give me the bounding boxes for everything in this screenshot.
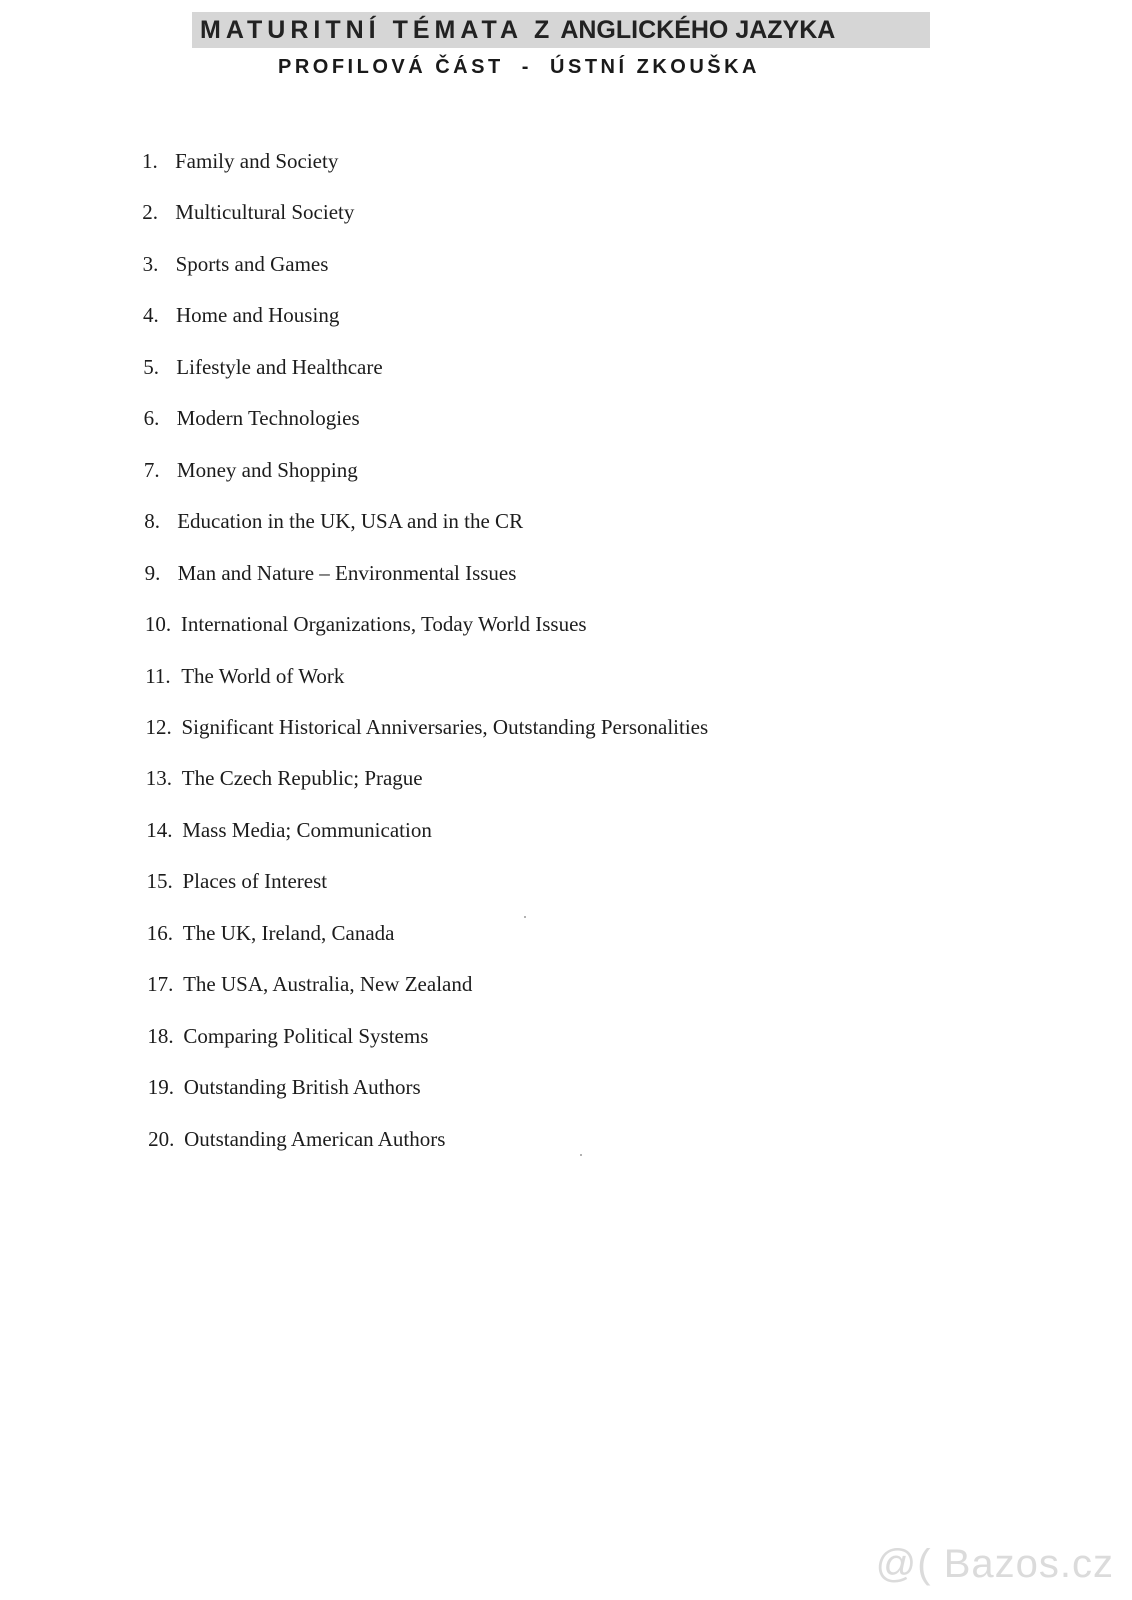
list-item-number: 20. [148,1126,175,1151]
list-item-number: 7. [143,457,160,482]
list-item-number: 14. [146,817,173,842]
list-item-label: Education in the UK, USA and in the CR [177,509,524,534]
list-item-number: 1. [142,149,158,173]
scan-speck [524,916,526,918]
list-item-label: The USA, Australia, New Zealand [183,972,473,997]
watermark-logo: @( Bazos.cz [875,1542,1114,1586]
list-item [147,920,395,946]
page-subtitle: PROFILOVÁ ČÁST - ÚSTNÍ ZKOUŠKA [278,56,760,78]
list-item-label: Money and Shopping [176,457,358,482]
list-item [144,405,360,431]
list-item [147,971,472,997]
list-item [144,457,358,483]
list-item-number: 19. [147,1075,175,1100]
list-item-label: Outstanding British Authors [183,1075,421,1100]
list-item-number: 5. [143,354,160,379]
list-item-number: 9. [144,560,161,585]
list-item-number: 18. [147,1023,174,1048]
list-item-label: Places of Interest [182,869,328,894]
list-item [143,354,382,380]
list-item-number: 6. [143,406,160,431]
list-item [143,302,339,328]
list-item [147,1023,428,1049]
list-item-number: 12. [145,715,172,739]
list-item [146,817,432,843]
list-item [142,148,338,174]
list-item-label: Home and Housing [176,303,340,328]
list-item [146,765,423,791]
list-item [145,560,517,586]
list-item-label: Comparing Political Systems [183,1023,429,1048]
list-item-label: Lifestyle and Healthcare [176,354,383,379]
list-item-label: Multicultural Society [175,200,355,225]
list-item-label: The Czech Republic; Prague [181,766,423,791]
list-item-number: 4. [143,303,159,328]
list-item-label: Sports and Games [175,251,329,276]
list-item [145,611,587,637]
list-item-number: 13. [145,766,173,791]
title-part-1: MATURITNÍ TÉMATA Z [200,16,555,44]
list-item-label: Mass Media; Communication [182,817,432,842]
list-item-number: 16. [146,920,174,945]
list-item-label: Man and Nature – Environmental Issues [177,560,517,585]
list-item-number: 8. [144,509,160,534]
list-item [148,1074,421,1100]
list-item [143,251,329,277]
scan-speck [580,1154,582,1156]
list-item-label: Family and Society [175,149,339,173]
list-item-number: 11. [145,663,171,688]
list-item-label: Modern Technologies [176,406,360,431]
list-item-number: 17. [147,972,174,997]
title-part-2: ANGLICKÉHO JAZYKA [560,16,836,44]
list-item-number: 3. [142,251,159,276]
list-item-label: The World of Work [181,663,345,688]
list-item-label: International Organizations, Today World Issues [180,612,587,636]
list-item [144,508,523,534]
list-item-label: The UK, Ireland, Canada [182,920,395,945]
list-item-number: 10. [144,612,172,636]
list-item-number: 15. [146,869,173,894]
list-item [146,714,709,740]
list-item [147,868,328,894]
list-item [142,199,354,225]
list-item [148,1126,445,1152]
list-item-number: 2. [142,200,159,225]
list-item [145,663,344,689]
list-item-label: Significant Historical Anniversaries, Outstanding Personalities [181,715,709,739]
list-item-label: Outstanding American Authors [184,1126,446,1151]
